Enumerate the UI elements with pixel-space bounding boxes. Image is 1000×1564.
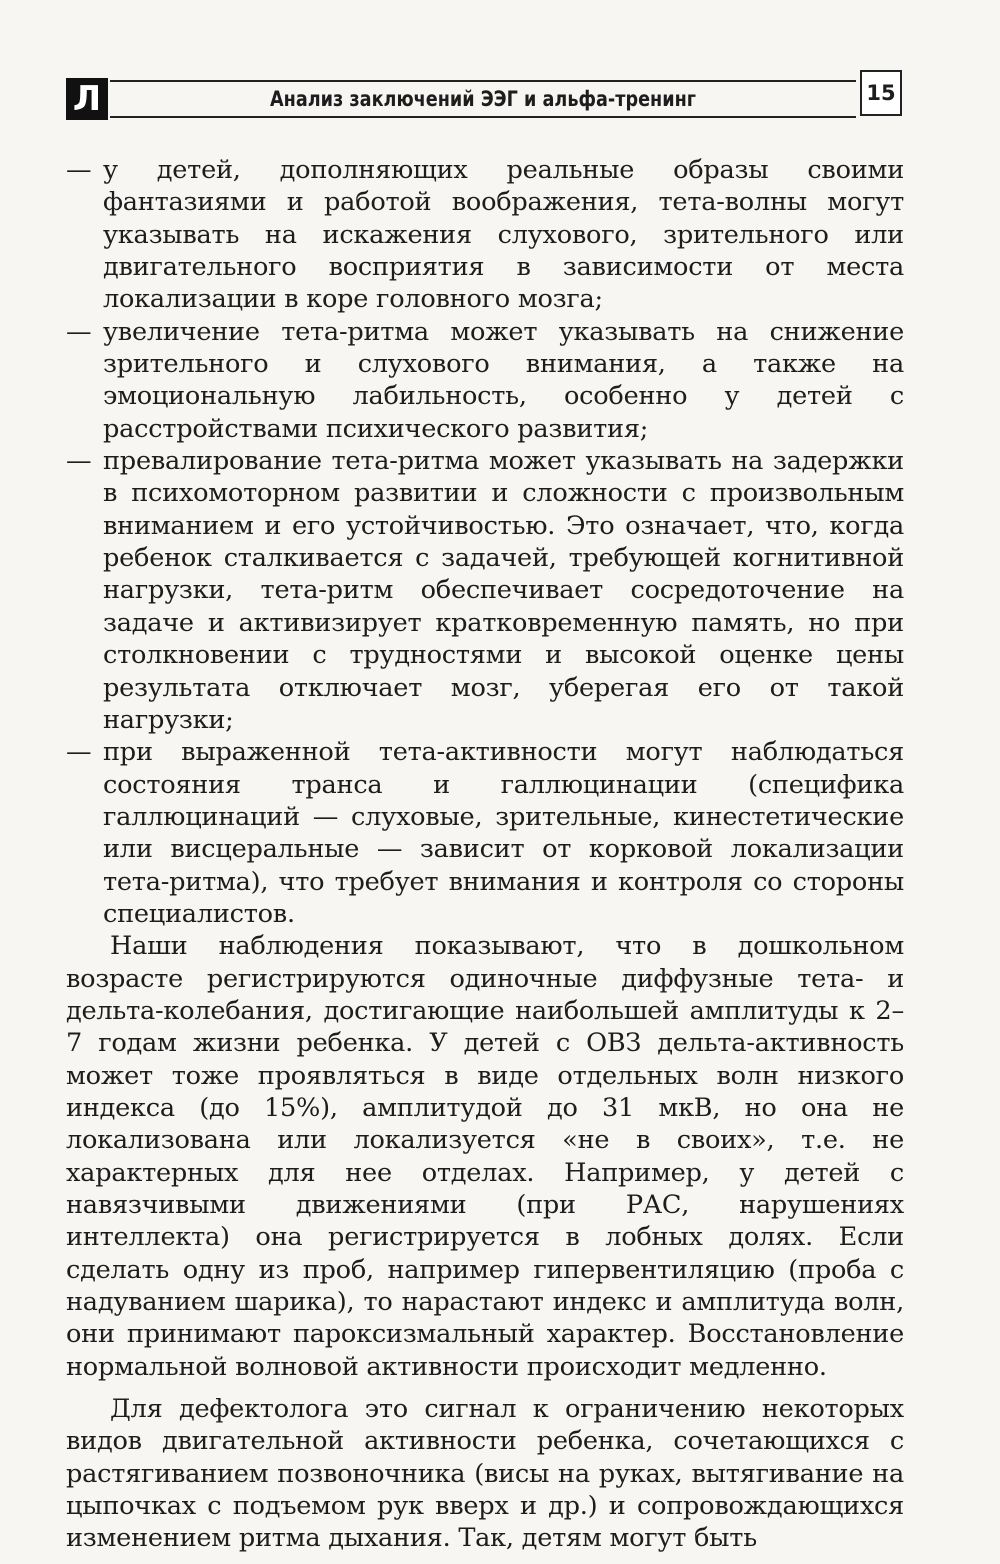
list-item — [66, 154, 904, 316]
list-item-text: увеличение тета-ритма может указывать на снижение зрительного и слухового внимания, а также на эмоциональную лабильность, особенно у детей с расстройствами психического развития; — [103, 316, 904, 444]
list-item — [66, 316, 904, 445]
body-paragraph: Наши наблюдения показывают, что в дошкольном возрасте регистрируются одиночные диффузные тета- и дельта-колебания, достигающие наибольшей амплитуды к 2–7 годам жизни ребенка. У детей с ОВЗ дельта-активность может тоже проявляться в виде отдельных волн низкого индекса (до 15%), амплитудой до 31 мкВ, но она не локализована или локализуется «не в своих», т.е. не характерных для нее отделах. Например, у детей с навязчивыми движениями (при РАС, нарушениях интеллекта) она регистрируется в лобных долях. Если сделать одну из проб, например гипервентиляцию (проба с надуванием шарика), то нарастают индекс и амплитуда волн, они принимают пароксизмальный характер. Восстановление нормальной волновой активности происходит медленно. — [66, 931, 904, 1382]
body-paragraph: Для дефектолога это сигнал к ограничению некоторых видов двигательной активности ребенка, сочетающихся с растягиванием позвоночника (висы на руках, вытягивание на цыпочках с подъемом рук вверх и др.) и сопровождающихся изменением ритма дыхания. Так, детям могут быть — [66, 1394, 904, 1554]
list-dash: — — [66, 155, 92, 185]
list-item-text: у детей, дополняющих реальные образы своими фантазиями и работой воображения, тета-волны могут указывать на искажения слухового, зрительного или двигательного восприятия в зависимости от места локализации в коре головного мозга; — [103, 155, 904, 315]
running-header — [66, 70, 902, 120]
list-dash: — — [66, 316, 92, 347]
chapter-mark: Л — [66, 78, 108, 120]
running-title: Анализ заключений ЭЭГ и альфа-тренинг — [270, 87, 696, 111]
header-rule-bottom — [110, 116, 856, 118]
list-dash: — — [66, 737, 92, 768]
list-item — [66, 445, 904, 736]
list-dash: — — [66, 446, 92, 477]
list-item — [66, 736, 904, 930]
page-number: 15 — [860, 70, 902, 116]
page-body — [66, 154, 904, 1555]
list-item-text: превалирование тета-ритма может указывать на задержки в психомоторном развитии и сложности с произвольным вниманием и его устойчивостью. Это означает, что, когда ребенок сталкивается с задачей, требующей когнитивной нагрузки, тета-ритм обеспечивает сосредоточение на задаче и активизирует кратковременную память, но при столкновении с трудностями и высокой оценке цены результата отключает мозг, уберегая его от такой нагрузки; — [103, 446, 904, 735]
list-item-text: при выраженной тета-активности могут наблюдаться состояния транса и галлюцинации (специфика галлюцинаций — слуховые, зрительные, кинестетические или висцеральные — зависит от корковой локализации тета-ритма), что требует внимания и контроля со стороны специалистов. — [103, 737, 904, 929]
